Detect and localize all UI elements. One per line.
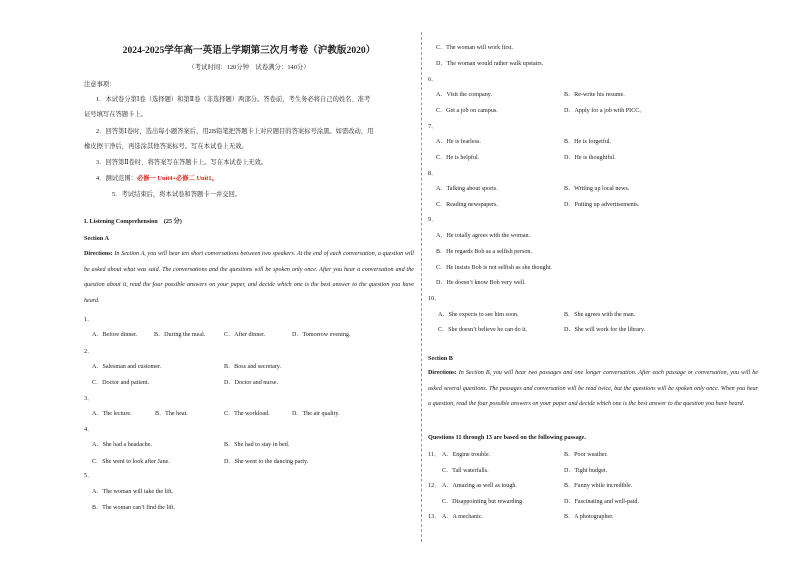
option: D．She went to the dancing party. — [224, 459, 309, 465]
option: A．Engine trouble. — [442, 452, 491, 458]
option: B．Re-write his resume. — [564, 92, 625, 98]
scope-label: 4．测试范围： — [96, 175, 137, 182]
option: A．Visit the company. — [436, 92, 492, 98]
option: A．A mechanic. — [442, 514, 483, 520]
option: C．After dinner. — [224, 332, 266, 338]
scope-range: 必修一 Unit4+必修二 Unit1。 — [136, 175, 218, 182]
option: C．He is helpful. — [436, 155, 480, 161]
option: A．He totally agrees with the woman. — [436, 233, 531, 239]
question-number: 3． — [84, 395, 94, 402]
option: B．Poor weather. — [564, 452, 608, 458]
option: C．The woman will work first. — [436, 45, 514, 51]
option: B．During the meal. — [154, 332, 206, 338]
option: D．Tomorrow evening. — [292, 332, 351, 338]
question-number: 1． — [84, 316, 94, 323]
directions-label: Directions: — [84, 251, 113, 257]
page-title: 2024-2025学年高一英语上学期第三次月考卷（沪教版2020） — [122, 45, 376, 56]
question-number: 7． — [428, 123, 438, 130]
option: A．She expects to see him soon. — [438, 312, 519, 318]
option: D．Fascinating and well-paid. — [564, 499, 639, 505]
option: C．He insists Bob is not selfish as she thought. — [436, 265, 552, 271]
option: A．The lecture. — [92, 411, 132, 417]
option: D．Apply for a job with PICC。 — [564, 108, 646, 114]
option: C．She doesn’t believe he can do it. — [438, 327, 528, 333]
note-line-scope — [96, 173, 218, 182]
part-heading: I. Listening Comprehension (25 分) — [84, 218, 182, 225]
option: B．She had to stay in bed. — [224, 442, 290, 448]
option: B．Funny while incredible. — [564, 483, 633, 489]
option: C．Reading newspapers. — [436, 202, 498, 208]
section-a-directions — [84, 247, 414, 309]
option: D．He is thoughtful. — [564, 155, 616, 161]
column-divider — [421, 32, 422, 542]
option: B．He is forgetful. — [564, 139, 612, 145]
note-line: 3．回答第Ⅱ卷时，将答案写在答题卡上。写在本试卷上无效。 — [96, 159, 268, 166]
option: B．She agrees with the man. — [564, 312, 636, 318]
passage-intro: Questions 11 through 13 are based on the following passage. — [428, 434, 586, 441]
question-number: 12． — [428, 482, 441, 489]
option: A．The woman will take the lift. — [92, 489, 174, 495]
option: D．The woman would rather walk upstairs. — [436, 61, 544, 67]
section-a-label: Section A — [84, 235, 109, 242]
option: C．Get a job on campus. — [436, 108, 498, 114]
option: D．Putting up advertisements. — [564, 202, 640, 208]
option: B．Writing up local news. — [564, 186, 630, 192]
note-line: 证号填写在答题卡上。 — [84, 111, 147, 118]
option: D．She will work for the library. — [564, 327, 646, 333]
directions-label: Directions: — [428, 370, 457, 376]
option: B．The woman can’t find the lift. — [92, 505, 176, 511]
question-number: 6． — [428, 76, 438, 83]
question-number: 5． — [84, 472, 94, 479]
option: D．The air quality. — [292, 411, 340, 417]
directions-text: In Section A, you will hear ten short conversations between two speakers. At the end of each conversation, a question will be asked about what was said. The conversations and the questions will be spoken only once. After you hear a conversation and the question about it, read the four possible answers on your paper, and decide which one is the best answer to the question you have heard. — [84, 251, 414, 304]
option: C．She went to look after Jane. — [92, 459, 170, 465]
note-line: 5．考试结束后，将本试卷和答题卡一并交回。 — [112, 191, 242, 198]
option: D．Doctor and nurse. — [224, 380, 278, 386]
option: A．Amazing as well as tough. — [442, 483, 517, 489]
notes-heading: 注意事项： — [84, 81, 116, 88]
option: C．The workload. — [224, 411, 270, 417]
option: C．Disappointing but rewarding. — [442, 499, 524, 505]
option: C．Doctor and patient. — [92, 380, 150, 386]
question-number: 4． — [84, 426, 94, 433]
option: D．He doesn’t know Bob very well. — [436, 280, 526, 286]
option: A．She had a headache. — [92, 442, 152, 448]
directions-text: In Section B, you will hear two passages and one longer conversation. After each passage or conversation, you will be asked several questions. The passages and conversation will be read twice, but the questions will be spoken only once. When you hear a question, read the four possible answers on your paper and decide which one is the best answer to the question you have heard. — [428, 370, 758, 408]
note-line: 橡皮擦干净后，再选涂其他答案标号。写在本试卷上无效。 — [84, 143, 248, 150]
option: A．Salesman and customer. — [92, 364, 162, 370]
question-number: 13． — [428, 513, 441, 520]
question-number: 10． — [428, 295, 441, 302]
section-b-label: Section B — [428, 355, 453, 362]
note-line: 1．本试卷分第Ⅰ卷（选择题）和第Ⅱ卷（非选择题）两部分。答卷前，考生务必将自己的姓名、准考 — [96, 96, 371, 103]
option: B．He regards Bob as a selfish person. — [436, 249, 532, 255]
exam-info: （考试时间：120分钟 试卷满分：140分） — [188, 64, 310, 71]
option: A．Before dinner. — [92, 332, 138, 338]
question-number: 9． — [428, 216, 438, 223]
option: A．He is fearless. — [436, 139, 481, 145]
option: A．Talking about sports. — [436, 186, 498, 192]
section-b-directions — [428, 366, 758, 413]
question-number: 8． — [428, 170, 438, 177]
note-line: 2．回答第Ⅰ卷时，选出每小题答案后，用2B铅笔把答题卡上对应题目的答案标号涂黑。如需改动，用 — [96, 128, 374, 135]
option: B．The heat. — [155, 411, 188, 417]
option: D．Tight budget. — [564, 468, 608, 474]
question-number: 11． — [428, 451, 441, 458]
option: C．Tall waterfalls. — [442, 468, 489, 474]
option: B．A photographer. — [564, 514, 614, 520]
question-number: 2． — [84, 348, 94, 355]
option: B．Boss and secretary. — [224, 364, 281, 370]
